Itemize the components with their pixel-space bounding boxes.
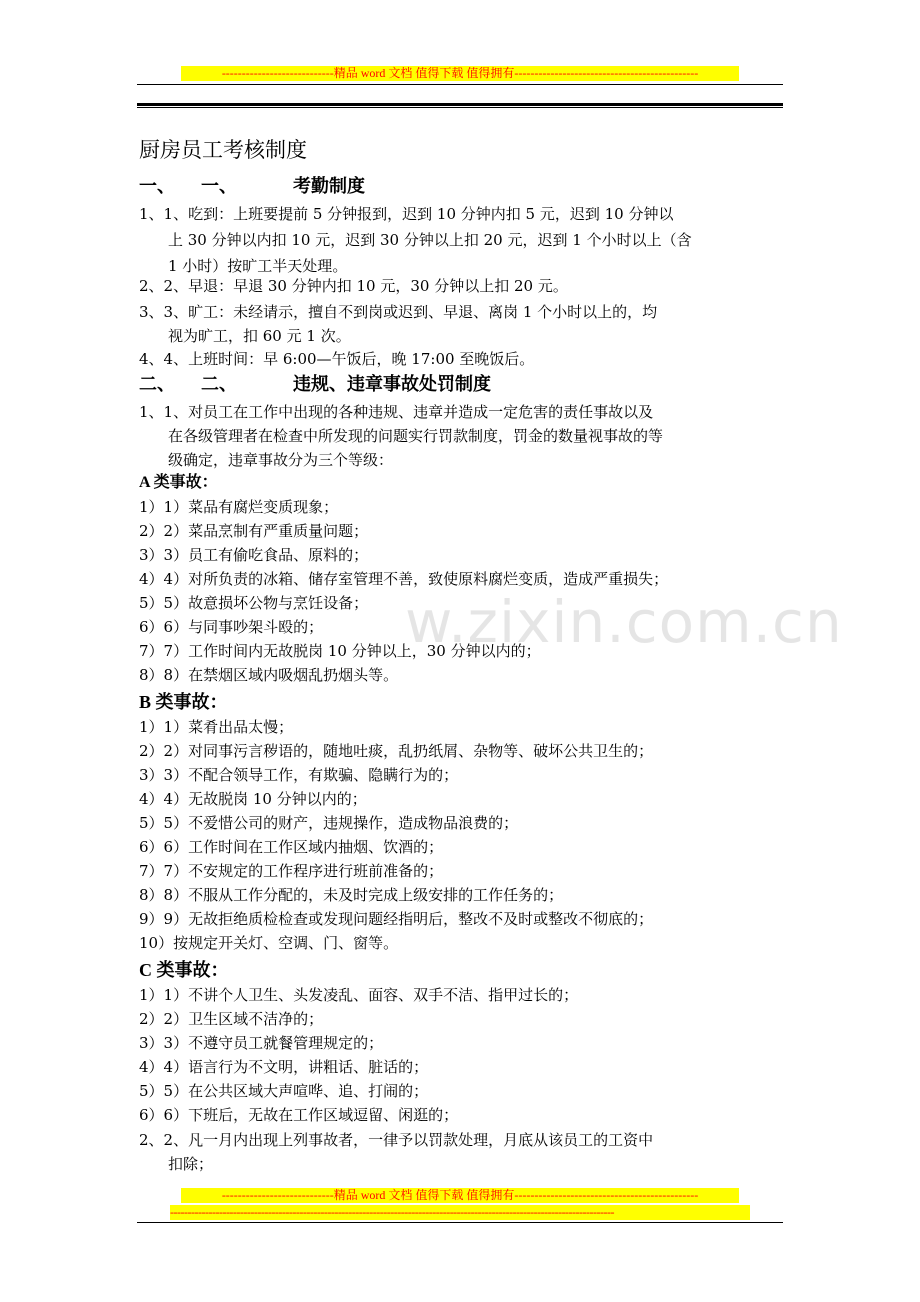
a-item: 8）8）在禁烟区域内吸烟乱扔烟头等。 bbox=[139, 666, 399, 684]
section-1-heading bbox=[139, 174, 365, 200]
s1-item-3-line-1: 3、3、旷工：未经请示，擅自不到岗或迟到、早退、离岗 1 个小时以上的，均 bbox=[139, 303, 658, 321]
b-item: 3）3）不配合领导工作，有欺骗、隐瞒行为的； bbox=[139, 766, 459, 784]
footer-dashes: ------------------------------------------------------------------------------------------------------------------------------- bbox=[170, 1205, 750, 1220]
b-item: 6）6）工作时间在工作区域内抽烟、饮酒的； bbox=[139, 838, 444, 856]
s2-intro-line-3: 级确定，违章事故分为三个等级： bbox=[168, 451, 394, 469]
document-title: 厨房员工考核制度 bbox=[139, 138, 307, 162]
s1-item-1-line-2: 上 30 分钟以内扣 10 元，迟到 30 分钟以上扣 20 元，迟到 1 个小时以上（含 bbox=[168, 231, 692, 249]
s1-item-3-line-2: 视为旷工，扣 60 元 1 次。 bbox=[168, 327, 351, 345]
footer-rule bbox=[137, 1222, 783, 1223]
a-item: 5）5）故意损坏公物与烹饪设备； bbox=[139, 594, 369, 612]
c-item: 3）3）不遵守员工就餐管理规定的； bbox=[139, 1034, 384, 1052]
watermark: w.zixin.com.cn bbox=[405, 588, 843, 656]
footer-banner: ----------------------------精品 word 文档 值得下载 值得拥有---------------------------------------------- bbox=[181, 1188, 739, 1203]
section-1-number-dup: 一、 bbox=[201, 176, 237, 197]
section-2-number-dup: 二、 bbox=[201, 374, 237, 395]
header-rule-thick bbox=[137, 103, 783, 106]
header-banner: ----------------------------精品 word 文档 值得下载 值得拥有---------------------------------------------- bbox=[181, 66, 739, 81]
c-item: 4）4）语言行为不文明，讲粗话、脏话的； bbox=[139, 1058, 429, 1076]
section-1-title: 考勤制度 bbox=[293, 176, 365, 197]
a-item: 6）6）与同事吵架斗殴的； bbox=[139, 618, 324, 636]
s2-item-2-line-2: 扣除； bbox=[168, 1155, 214, 1173]
c-item: 1）1）不讲个人卫生、头发凌乱、面容、双手不洁、指甲过长的； bbox=[139, 986, 579, 1004]
c-item: 2）2）卫生区域不洁净的； bbox=[139, 1010, 324, 1028]
a-item: 7）7）工作时间内无故脱岗 10 分钟以上，30 分钟以内的； bbox=[139, 642, 541, 660]
a-item: 1）1）菜品有腐烂变质现象； bbox=[139, 498, 339, 516]
s2-intro-line-2: 在各级管理者在检查中所发现的问题实行罚款制度，罚金的数量视事故的等 bbox=[168, 427, 664, 445]
class-b-label bbox=[139, 690, 228, 716]
b-item: 1）1）菜肴出品太慢； bbox=[139, 718, 294, 736]
c-item: 5）5）在公共区域大声喧哗、追、打闹的； bbox=[139, 1082, 429, 1100]
b-item: 4）4）无故脱岗 10 分钟以内的； bbox=[139, 790, 367, 808]
header-rule-thin bbox=[137, 84, 783, 85]
section-2-heading bbox=[139, 372, 491, 398]
class-b-label-text: B 类事故： bbox=[139, 692, 228, 712]
a-item: 4）4）对所负责的冰箱、储存室管理不善，致使原料腐烂变质，造成严重损失； bbox=[139, 570, 669, 588]
section-2-title: 违规、违章事故处罚制度 bbox=[293, 374, 491, 395]
b-item: 2）2）对同事污言秽语的，随地吐痰，乱扔纸屑、杂物等、破坏公共卫生的； bbox=[139, 742, 654, 760]
b-item: 9）9）无故拒绝质检检查或发现问题经指明后，整改不及时或整改不彻底的； bbox=[139, 910, 654, 928]
a-item: 3）3）员工有偷吃食品、原料的； bbox=[139, 546, 369, 564]
c-item: 6）6）下班后，无故在工作区域逗留、闲逛的； bbox=[139, 1106, 459, 1124]
b-item: 5）5）不爱惜公司的财产，违规操作，造成物品浪费的； bbox=[139, 814, 519, 832]
header-rule-thin-lower bbox=[137, 107, 783, 108]
b-item: 7）7）不安规定的工作程序进行班前准备的； bbox=[139, 862, 444, 880]
s1-item-2: 2、2、早退：早退 30 分钟内扣 10 元，30 分钟以上扣 20 元。 bbox=[139, 277, 568, 295]
class-a-label: A 类事故： bbox=[139, 474, 218, 491]
b-item: 8）8）不服从工作分配的，未及时完成上级安排的工作任务的； bbox=[139, 886, 564, 904]
s1-item-1-line-1: 1、1、吃到：上班要提前 5 分钟报到，迟到 10 分钟内扣 5 元，迟到 10 分钟以 bbox=[139, 205, 674, 223]
s2-intro-line-1: 1、1、对员工在工作中出现的各种违规、违章并造成一定危害的责任事故以及 bbox=[139, 403, 654, 421]
class-c-label bbox=[139, 958, 229, 984]
s1-item-1-line-3: 1 小时）按旷工半天处理。 bbox=[168, 257, 348, 275]
section-1-number: 一、 bbox=[139, 176, 175, 197]
b-item: 10）按规定开关灯、空调、门、窗等。 bbox=[139, 934, 399, 952]
s2-item-2-line-1: 2、2、凡一月内出现上列事故者，一律予以罚款处理，月底从该员工的工资中 bbox=[139, 1131, 654, 1149]
class-c-label-text: C 类事故： bbox=[139, 960, 229, 980]
s1-item-4: 4、4、上班时间：早 6:00—午饭后，晚 17:00 至晚饭后。 bbox=[139, 350, 535, 368]
a-item: 2）2）菜品烹制有严重质量问题； bbox=[139, 522, 369, 540]
section-2-number: 二、 bbox=[139, 374, 175, 395]
